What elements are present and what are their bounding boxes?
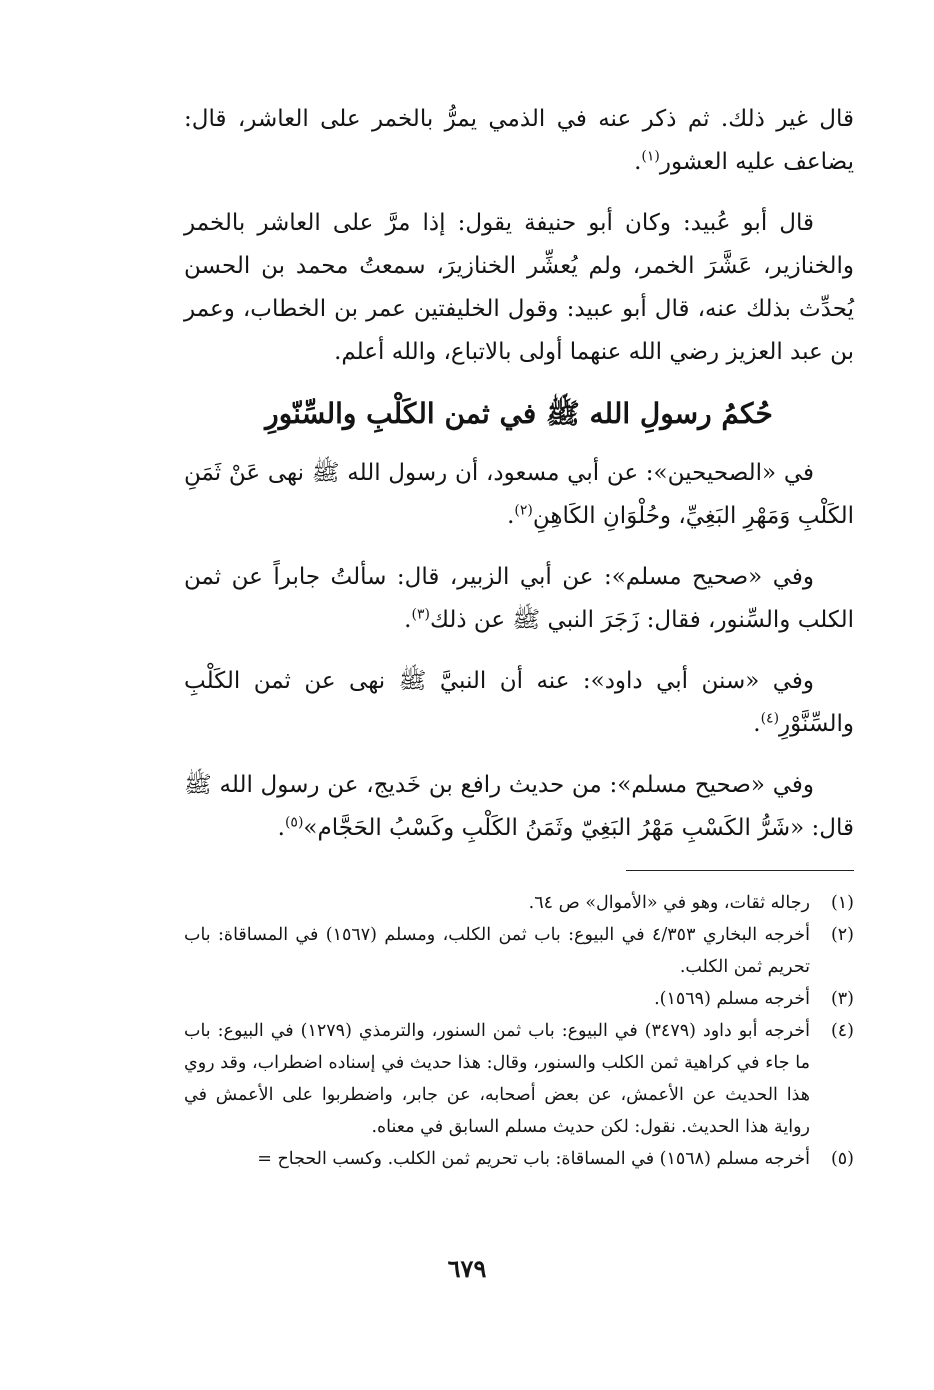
page-content <box>184 98 854 1175</box>
section-heading: حُكمُ رسولِ الله ﷺ في ثمن الكَلْبِ والسِّنّورِ <box>265 397 773 430</box>
footnote-1 <box>184 887 854 919</box>
footnote-2 <box>184 919 854 983</box>
footnote-text: أخرجه أبو داود (٣٤٧٩) في البيوع: باب ثمن السنور، والترمذي (١٢٧٩) في البيوع: باب ما جاء في كراهية ثمن الكلب والسنور، وقال: هذا حديث في إسناده اضطراب، وقد روي هذا الحديث عن الأعمش، عن بعض أصحابه، عن جابر، واضطربوا على الأعمش في رواية هذا الحديث. نقول: لكن حديث مسلم السابق في معناه. <box>184 1021 811 1137</box>
footnote-number: (٤) <box>830 1021 854 1041</box>
footnote-number: (٥) <box>830 1149 854 1169</box>
paragraph-3 <box>184 452 854 538</box>
footnote-number: (١) <box>830 893 854 913</box>
footnote-4 <box>184 1015 854 1143</box>
footnote-text: أخرجه مسلم (١٥٦٩). <box>654 989 810 1009</box>
footnote-text: رجاله ثقات، وهو في «الأموال» ص ٦٤. <box>528 893 810 913</box>
paragraph-3-text: في «الصحيحين»: عن أبي مسعود، أن رسول الله ﷺ نهى عَنْ ثَمَنِ الكَلْبِ وَمَهْرِ البَغِيِّ، وحُلْوَانِ الكَاهِنِ <box>184 460 854 529</box>
footnote-5 <box>184 1143 854 1175</box>
paragraph-6-text: وفي «صحيح مسلم»: من حديث رافع بن خَديج، عن رسول الله ﷺ قال: «شَرُّ الكَسْبِ مَهْرُ البَغِيّ وثَمَنُ الكَلْبِ وكَسْبُ الحَجَّام» <box>184 772 854 841</box>
paragraph-4 <box>184 556 854 642</box>
paragraph-6 <box>184 764 854 850</box>
paragraph-3-tail: . <box>507 503 515 529</box>
footnote-ref-5: (٥) <box>284 814 304 831</box>
footnote-number: (٣) <box>830 989 854 1009</box>
paragraph-1-text: قال غير ذلك. ثم ذكر عنه في الذمي يمرُّ بالخمر على العاشر، قال: يضاعف عليه العشور <box>184 106 854 175</box>
footnote-ref-3: (٣) <box>411 606 430 623</box>
footnote-ref-1: (١) <box>641 148 660 165</box>
footnote-ref-4: (٤) <box>760 710 780 727</box>
paragraph-6-tail: . <box>277 815 285 841</box>
paragraph-5-tail: . <box>753 711 761 737</box>
paragraph-4-text: وفي «صحيح مسلم»: عن أبي الزبير، قال: سألتُ جابراً عن ثمن الكلب والسِّنور، فقال: زَجَرَ النبي ﷺ عن ذلك <box>184 564 854 633</box>
paragraph-1-tail: . <box>634 149 642 175</box>
footnote-ref-2: (٢) <box>514 502 533 519</box>
footnote-text: أخرجه مسلم (١٥٦٨) في المساقاة: باب تحريم ثمن الكلب. وكسب الحجاح = <box>257 1149 810 1169</box>
paragraph-5 <box>184 660 854 746</box>
footnote-divider <box>626 870 854 871</box>
paragraph-2: قال أبو عُبيد: وكان أبو حنيفة يقول: إذا مرَّ على العاشر بالخمر والخنازير، عَشَّرَ الخمر، ولم يُعشِّر الخنازيرَ، سمعتُ محمد بن الحسن يُحدِّث بذلك عنه، قال أبو عبيد: وقول الخليفتين عمر بن الخطاب، وعمر بن عبد العزيز رضي الله عنهما أولى بالاتباع، والله أعلم. <box>184 210 854 365</box>
footnote-number: (٢) <box>830 925 854 945</box>
paragraph-5-text: وفي «سنن أبي داود»: عنه أن النبيَّ ﷺ نهى عن ثمن الكَلْبِ والسِّنَّوْرِ <box>184 668 854 737</box>
paragraph-4-tail: . <box>404 607 412 633</box>
footnote-3 <box>184 983 854 1015</box>
footnote-text: أخرجه البخاري ٤/٣٥٣ في البيوع: باب ثمن الكلب، ومسلم (١٥٦٧) في المساقاة: باب تحريم ثمن الكلب. <box>184 925 810 977</box>
page-number: ٦٧٩ <box>447 1254 487 1283</box>
paragraph-1 <box>184 98 854 184</box>
